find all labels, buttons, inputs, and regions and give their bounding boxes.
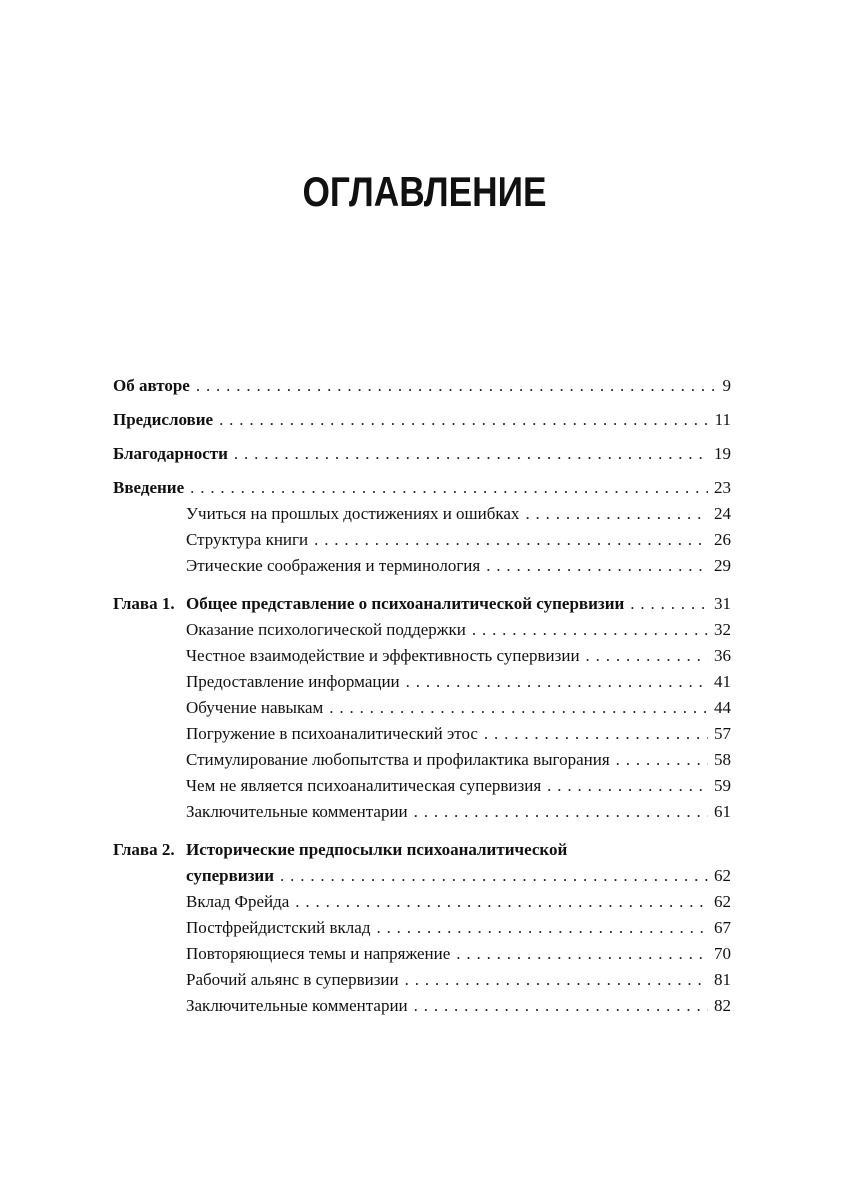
toc-subentry[interactable]	[113, 773, 731, 799]
leader-dots	[406, 669, 708, 695]
toc-page: 44	[714, 698, 731, 717]
toc-label: Обучение навыкам	[186, 698, 324, 717]
toc-entry-chapter-1[interactable]	[113, 591, 731, 617]
toc-label: Вклад Фрейда	[186, 892, 290, 911]
toc-page: 59	[714, 776, 731, 795]
toc-subentry[interactable]	[113, 967, 731, 993]
leader-dots	[486, 553, 708, 579]
toc-label: Предоставление информации	[186, 672, 400, 691]
toc-label: Заключительные комментарии	[186, 802, 408, 821]
toc-page: 67	[714, 918, 731, 937]
toc-entry-thanks[interactable]	[113, 441, 731, 467]
toc-label: Исторические предпосылки психоаналитической	[186, 840, 568, 859]
toc-label: Стимулирование любопытства и профилактика выгорания	[186, 750, 610, 769]
leader-dots	[314, 527, 708, 553]
toc-page: 36	[714, 646, 731, 665]
toc-page: 81	[714, 970, 731, 989]
leader-dots	[630, 591, 708, 617]
toc-page: 57	[714, 724, 731, 743]
toc-label: Оказание психологической поддержки	[186, 620, 466, 639]
leader-dots	[547, 773, 708, 799]
toc-page: 58	[714, 750, 731, 769]
leader-dots	[456, 941, 708, 967]
leader-dots	[414, 799, 708, 825]
toc-page: 9	[722, 376, 731, 395]
toc-label: Чем не является психоаналитическая супервизия	[186, 776, 542, 795]
toc-entry-preface[interactable]	[113, 407, 731, 433]
toc-subentry[interactable]	[113, 527, 731, 553]
toc-entry-about[interactable]	[113, 373, 731, 399]
toc-page: 29	[714, 556, 731, 575]
toc-page: 82	[714, 996, 731, 1015]
toc-label: супервизии	[186, 866, 275, 885]
leader-dots	[414, 993, 708, 1019]
toc-page: 62	[714, 892, 731, 911]
toc-label: Благодарности	[113, 444, 228, 463]
leader-dots	[525, 501, 708, 527]
toc-page: 31	[714, 594, 731, 613]
toc-label: Структура книги	[186, 530, 309, 549]
leader-dots	[196, 373, 717, 399]
toc-subentry[interactable]	[113, 747, 731, 773]
toc-entry-chapter-2-line1[interactable]	[113, 837, 731, 863]
toc-page: 23	[714, 478, 731, 497]
leader-dots	[616, 747, 708, 773]
toc-label: Этические соображения и терминология	[186, 556, 481, 575]
toc-label: Постфрейдистский вклад	[186, 918, 371, 937]
page-title: ОГЛАВЛЕНИЕ	[302, 168, 547, 215]
leader-dots	[472, 617, 708, 643]
toc-subentry[interactable]	[113, 915, 731, 941]
toc-subentry[interactable]	[113, 617, 731, 643]
table-of-contents	[113, 373, 731, 1019]
toc-page: 32	[714, 620, 731, 639]
toc-page: 24	[714, 504, 731, 523]
toc-label: Общее представление о психоаналитической супервизии	[186, 594, 625, 613]
toc-label: Повторяющиеся темы и напряжение	[186, 944, 451, 963]
toc-subentry[interactable]	[113, 669, 731, 695]
toc-page: 26	[714, 530, 731, 549]
leader-dots	[329, 695, 708, 721]
toc-subentry[interactable]	[113, 553, 731, 579]
leader-dots	[295, 889, 708, 915]
leader-dots	[280, 863, 708, 889]
toc-page: 11	[714, 410, 731, 429]
toc-subentry[interactable]	[113, 993, 731, 1019]
toc-subentry[interactable]	[113, 889, 731, 915]
toc-page: 41	[714, 672, 731, 691]
toc-label: Учиться на прошлых достижениях и ошибках	[186, 504, 520, 523]
leader-dots	[405, 967, 708, 993]
toc-label: Честное взаимодействие и эффективность супервизии	[186, 646, 580, 665]
leader-dots	[586, 643, 708, 669]
leader-dots	[234, 441, 708, 467]
toc-subentry[interactable]	[113, 721, 731, 747]
leader-dots	[484, 721, 708, 747]
chapter-number: Глава 2.	[113, 840, 175, 859]
toc-label: Погружение в психоаналитический этос	[186, 724, 478, 743]
chapter-number: Глава 1.	[113, 594, 175, 613]
leader-dots	[190, 475, 708, 501]
toc-label: Введение	[113, 478, 185, 497]
toc-subentry[interactable]	[113, 643, 731, 669]
toc-label: Предисловие	[113, 410, 214, 429]
toc-subentry[interactable]	[113, 501, 731, 527]
toc-page: 70	[714, 944, 731, 963]
toc-label: Об авторе	[113, 376, 190, 395]
toc-label: Заключительные комментарии	[186, 996, 408, 1015]
toc-page: 61	[714, 802, 731, 821]
toc-entry-intro[interactable]	[113, 475, 731, 501]
toc-entry-chapter-2[interactable]	[113, 863, 731, 889]
toc-page: 62	[714, 866, 731, 885]
leader-dots	[219, 407, 709, 433]
toc-subentry[interactable]	[113, 941, 731, 967]
leader-dots	[376, 915, 708, 941]
toc-page: 19	[714, 444, 731, 463]
toc-subentry[interactable]	[113, 799, 731, 825]
toc-subentry[interactable]	[113, 695, 731, 721]
toc-label: Рабочий альянс в супервизии	[186, 970, 399, 989]
